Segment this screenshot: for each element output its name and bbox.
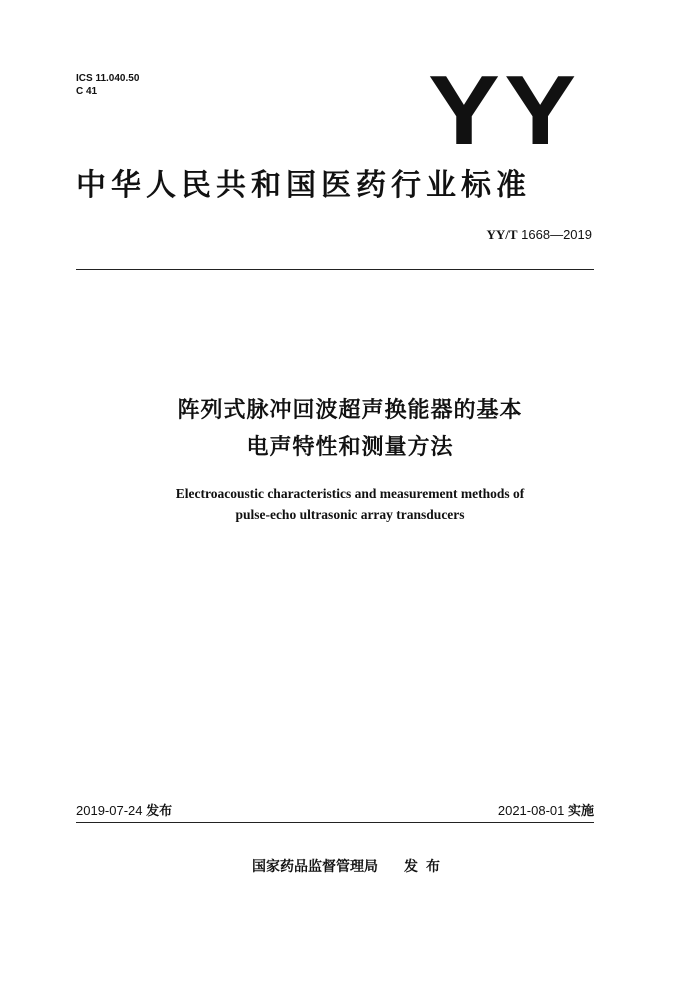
issue-date-block xyxy=(76,800,172,819)
implement-label: 实施 xyxy=(567,804,594,819)
issue-label: 发布 xyxy=(146,804,173,819)
implement-date-block xyxy=(498,800,594,819)
title-en-line1: Electroacoustic characteristics and measurement methods of xyxy=(175,486,525,501)
publisher-verb: 发布 xyxy=(404,859,448,875)
footer-divider xyxy=(76,822,594,823)
header-divider xyxy=(76,269,594,270)
title-cn-line2: 电声特性和测量方法 xyxy=(246,435,454,460)
issue-date: 2019-07-24 xyxy=(76,803,143,818)
standard-code: 1668—2019 xyxy=(517,227,592,242)
title-en-line2: pulse-echo ultrasonic array transducers xyxy=(235,507,465,522)
publisher-line xyxy=(0,856,700,876)
standard-prefix: YY/T xyxy=(486,227,518,242)
publisher-name: 国家药品监督管理局 xyxy=(252,859,378,875)
standard-logo: YY xyxy=(428,55,581,165)
implement-date: 2021-08-01 xyxy=(497,803,565,818)
ccs-code: C 41 xyxy=(76,86,98,97)
ics-code: ICS 11.040.50 xyxy=(76,73,140,84)
title-cn-line1: 阵列式脉冲回波超声换能器的基本 xyxy=(177,398,523,423)
standard-number xyxy=(486,227,592,243)
classification-block xyxy=(76,72,139,98)
organization-title: 中华人民共和国医药行业标准 xyxy=(76,168,531,203)
